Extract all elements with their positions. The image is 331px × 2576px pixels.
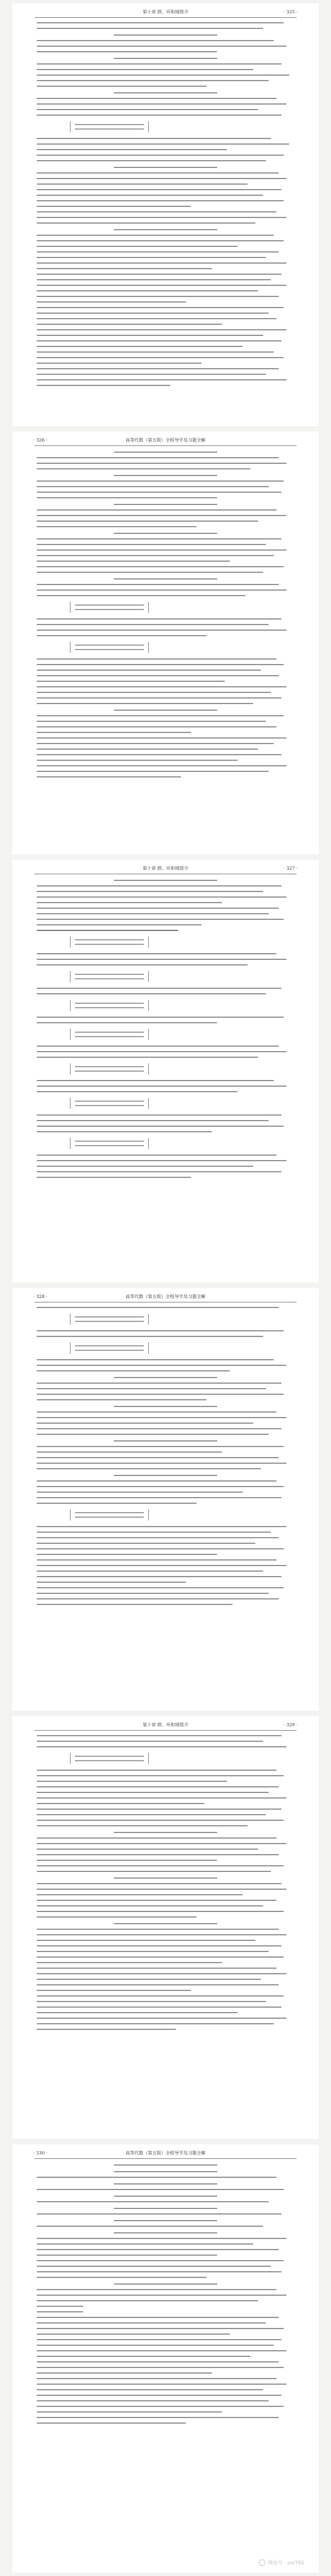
page-number: · 325 · [283, 9, 298, 14]
camera-logo-icon [259, 2559, 265, 2566]
page-body-text [37, 1307, 294, 1703]
book-page-326 [12, 432, 319, 854]
chapter-title: 第十章 群、环和域简介 [142, 1722, 189, 1727]
page-number: · 330 · [33, 2151, 48, 2156]
book-page-325 [12, 3, 319, 426]
header-rule [34, 2158, 297, 2159]
page-header [12, 8, 319, 17]
page-header [12, 436, 319, 445]
book-page-327 [12, 860, 319, 1282]
page-body-text [37, 879, 294, 1275]
chapter-title: 第十章 群、环和域简介 [142, 866, 189, 871]
book-title: 高等代数（第五版）全程导学及习题全解 [126, 1294, 205, 1299]
book-page-330 [12, 2144, 319, 2573]
book-page-329 [12, 1716, 319, 2139]
page-body-text [37, 22, 294, 418]
page-number: · 326 · [33, 438, 48, 443]
page-number: · 329 · [283, 1722, 298, 1727]
page-body-text [37, 1735, 294, 2131]
page-number: · 327 · [283, 866, 298, 871]
page-header [12, 864, 319, 873]
page-number: · 328 · [33, 1294, 48, 1299]
page-header [12, 1292, 319, 1301]
header-rule [34, 445, 297, 446]
book-page-328 [12, 1288, 319, 1711]
page-header [12, 1721, 319, 1730]
book-title: 高等代数（第五版）全程导学及习题全解 [126, 438, 205, 443]
header-rule [34, 17, 297, 18]
watermark-text: 图虫号 · sn/781 [267, 2560, 304, 2566]
page-body-text [37, 2163, 294, 2565]
page-body-text [37, 450, 294, 846]
header-rule [34, 1730, 297, 1731]
watermark [259, 2559, 304, 2566]
book-title: 高等代数（第五版）全程导学及习题全解 [126, 2151, 205, 2156]
page-header [12, 2149, 319, 2158]
chapter-title: 第十章 群、环和域简介 [142, 9, 189, 14]
